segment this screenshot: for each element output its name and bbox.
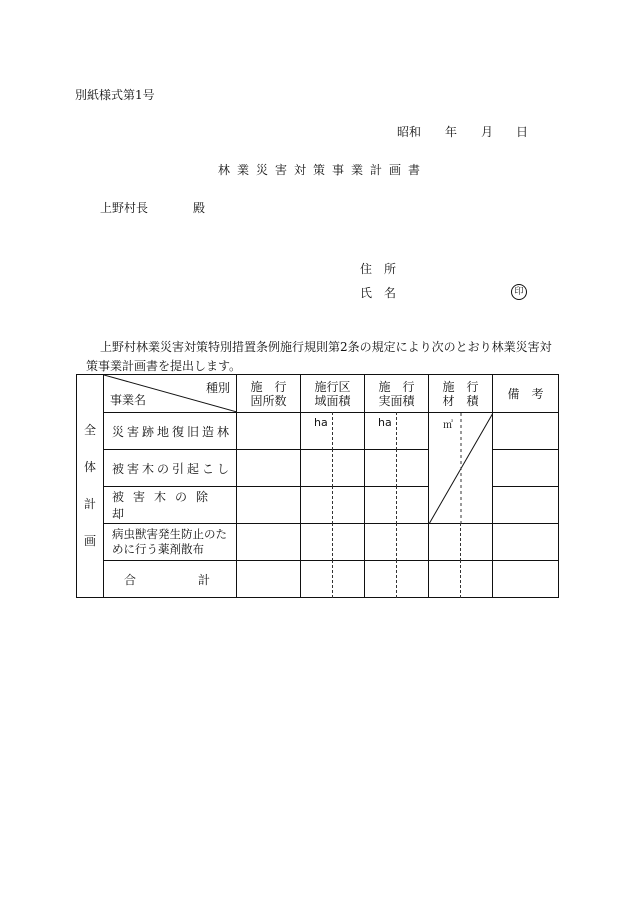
address-label: 住 所 — [360, 262, 397, 276]
date-era: 昭和 — [397, 125, 422, 139]
cell-input[interactable] — [493, 487, 559, 524]
col-header-zone-area: 施行区 域面積 — [301, 375, 365, 413]
addressee: 上野村長 — [100, 201, 149, 215]
cell-input[interactable] — [429, 524, 493, 561]
row-label-pest-spraying: 病虫獣害発生防止のために行う薬剤散布 — [104, 524, 237, 561]
form-number: 別紙様式第1号 — [75, 88, 155, 102]
cell-input[interactable] — [237, 561, 301, 598]
volume-cell[interactable]: ㎥ — [429, 413, 493, 524]
cell-input[interactable] — [493, 524, 559, 561]
date-month: 月 — [481, 125, 494, 139]
corner-header: 種別 事業名 — [104, 375, 237, 413]
cell-input[interactable] — [301, 561, 365, 598]
cell-input[interactable] — [237, 524, 301, 561]
row-label-remove-trees: 被害木の除却 — [104, 487, 237, 524]
row-label-total: 合 計 — [104, 561, 237, 598]
cell-input[interactable]: ha — [301, 413, 365, 450]
statement-text: 上野村林業災害対策特別措置条例施行規則第2条の規定により次のとおり林業災害対策事業計画書を提出します。 — [86, 340, 552, 373]
col-header-locations: 施 行 固所数 — [237, 375, 301, 413]
col-header-actual-area: 施 行 実面積 — [365, 375, 429, 413]
plan-table — [76, 374, 559, 598]
cell-input[interactable] — [237, 487, 301, 524]
cell-input[interactable] — [237, 413, 301, 450]
cell-input[interactable] — [301, 450, 365, 487]
cell-input[interactable] — [237, 450, 301, 487]
cell-input[interactable] — [493, 561, 559, 598]
cell-input[interactable] — [365, 487, 429, 524]
date-day: 日 — [516, 125, 529, 139]
cell-input[interactable]: ha — [365, 413, 429, 450]
cell-input[interactable] — [429, 561, 493, 598]
cell-input[interactable] — [365, 450, 429, 487]
col-header-remarks: 備 考 — [493, 375, 559, 413]
seal-mark: 印 — [511, 284, 527, 300]
row-label-reforestation: 災害跡地復旧造林 — [104, 413, 237, 450]
cell-input[interactable] — [365, 561, 429, 598]
cell-input[interactable] — [493, 413, 559, 450]
honorific: 殿 — [193, 201, 206, 215]
cell-input[interactable] — [301, 524, 365, 561]
cell-input[interactable] — [493, 450, 559, 487]
col-header-volume: 施 行 材 積 — [429, 375, 493, 413]
side-label: 全 体 計 画 — [77, 375, 104, 598]
document-title: 林業災害対策事業計画書 — [218, 163, 428, 177]
name-label: 氏 名 — [360, 286, 397, 300]
date-year: 年 — [445, 125, 458, 139]
cell-input[interactable] — [365, 524, 429, 561]
cell-input[interactable] — [301, 487, 365, 524]
row-label-raise-trees: 被害木の引起こし — [104, 450, 237, 487]
